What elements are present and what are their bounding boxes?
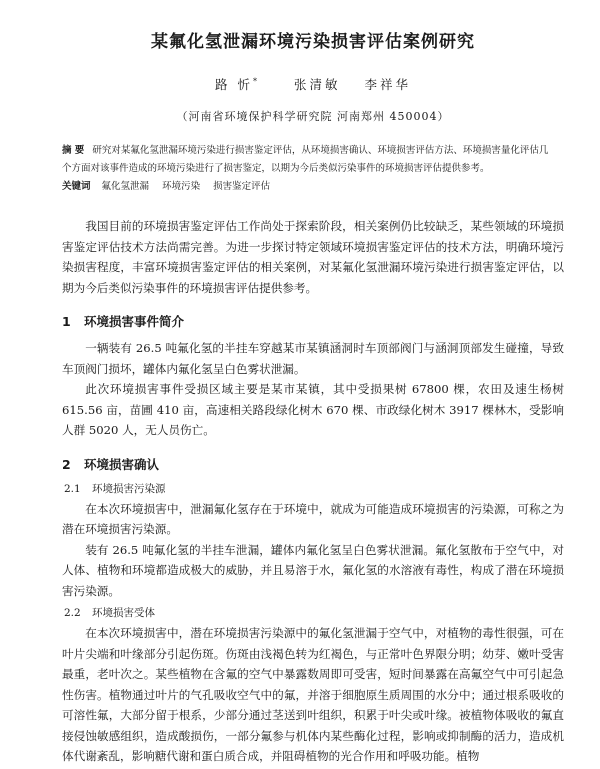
keyword: 环境污染 <box>162 181 201 192</box>
subsection-2-1-paragraph-1: 在本次环境损害中，泄漏氟化氢存在于环境中，就成为可能造成环境损害的污染源，可称之为潜在环境损害污染源。 <box>62 501 564 536</box>
subsection-2-1-paragraph-2: 装有 26.5 吨氟化氢的半挂车泄漏，罐体内氟化氢呈白色雾状泄漏。氟化氢散布于空气中，对人体、植物和环境都造成极大的威胁，并且易溶于水，氟化氢的水溶液有毒性，构成了潜在环境损害污染源。 <box>62 542 564 598</box>
section-number: 2 <box>62 456 71 472</box>
abstract-text: 研究对某氟化氢泄漏环境污染进行损害鉴定评估，从环境损害确认、环境损害评估方法、环境损害量化评估几个方面对该事件造成的环境污染进行了损害鉴定，以期为今后类似污染事件的环境损害评估提供参考。 <box>62 145 549 174</box>
section-1-heading <box>62 312 564 330</box>
author-zhang-qingmin: 张清敏 <box>293 77 341 92</box>
author-li-xianghua: 李祥华 <box>364 77 411 92</box>
intro-paragraph: 我国目前的环境损害鉴定评估工作尚处于探索阶段，相关案例仍比较缺乏，某些领域的环境损害鉴定评估技术方法尚需完善。为进一步探讨特定领域环境损害鉴定评估的技术方法，明确环境污染损害程度，丰富环境损害鉴定评估的相关案例，对某氟化氢泄漏环境污染进行损害鉴定评估，以期为今后类似污染事件的环境损害评估提供参考。 <box>62 219 564 295</box>
affiliation: （河南省环境保护科学研究院 河南郑州 450004） <box>176 110 450 123</box>
subsection-2-2-heading <box>62 605 564 620</box>
abstract-block <box>62 142 564 178</box>
abstract-label: 摘 要 <box>62 145 85 156</box>
section-1-paragraph-1: 一辆装有 26.5 吨氟化氢的半挂车穿越某市某镇涵洞时车顶部阀门与涵洞顶部发生碰撞，导致车顶阀门损坏，罐体内氟化氢呈白色雾状泄漏。 <box>62 341 564 376</box>
subsection-number: 2.2 <box>64 607 81 619</box>
subsection-2-1-heading <box>62 481 564 496</box>
keywords-label: 关键词 <box>62 181 91 192</box>
keywords-block <box>62 178 564 196</box>
section-number: 1 <box>62 314 71 329</box>
subsection-title: 环境损害受体 <box>92 607 155 619</box>
keyword: 氟化氢泄漏 <box>101 181 150 192</box>
author-line <box>62 75 564 93</box>
subsection-title: 环境损害污染源 <box>92 482 166 495</box>
paper-title: 某氟化氢泄漏环境污染损害评估案例研究 <box>151 32 475 52</box>
subsection-2-2-paragraph-1: 在本次环境损害中，潜在环境损害污染源中的氟化氢泄漏于空气中，对植物的毒性很强，可在叶片尖端和叶缘部分引起伤斑。伤斑由浅褐色转为红褐色，与正常叶色界限分明；幼芽、嫩叶受害最重，老叶次之。某些植物在含氟的空气中暴露数周即可受害，短时间暴露在高氟空气中可引起急性伤害。植物通过叶片的气孔吸收空气中的氟，并溶于细胞原生质周围的水分中；通过根系吸收的可溶性氟，大部分留于根系，少部分通过茎送到叶组织，积累于叶尖或叶缘。被植物体吸收的氟直接侵蚀敏感组织，造成酸损伤，一部分氟参与机体内某些酶化过程，影响或抑制酶的活力，造成机体代谢紊乱，影响糖代谢和蛋白质合成，并阻碍植物的光合作用和呼吸功能。植物 <box>62 626 564 763</box>
corresponding-mark: * <box>253 76 260 86</box>
section-2-heading <box>62 455 564 473</box>
subsection-number: 2.1 <box>64 482 81 495</box>
keyword: 损害鉴定评估 <box>213 181 271 192</box>
section-title: 环境损害确认 <box>84 456 160 472</box>
section-title: 环境损害事件简介 <box>84 314 185 329</box>
author-lu-xin: 路 忻 <box>215 77 253 92</box>
section-1-paragraph-2: 此次环境损害事件受损区域主要是某市某镇，其中受损果树 67800 棵，农田及速生杨树 615.56 亩，苗圃 410 亩，高速相关路段绿化树木 670 棵、市政绿化树木 3917 棵林木，受影响人群 5020 人，无人员伤亡。 <box>62 382 564 437</box>
